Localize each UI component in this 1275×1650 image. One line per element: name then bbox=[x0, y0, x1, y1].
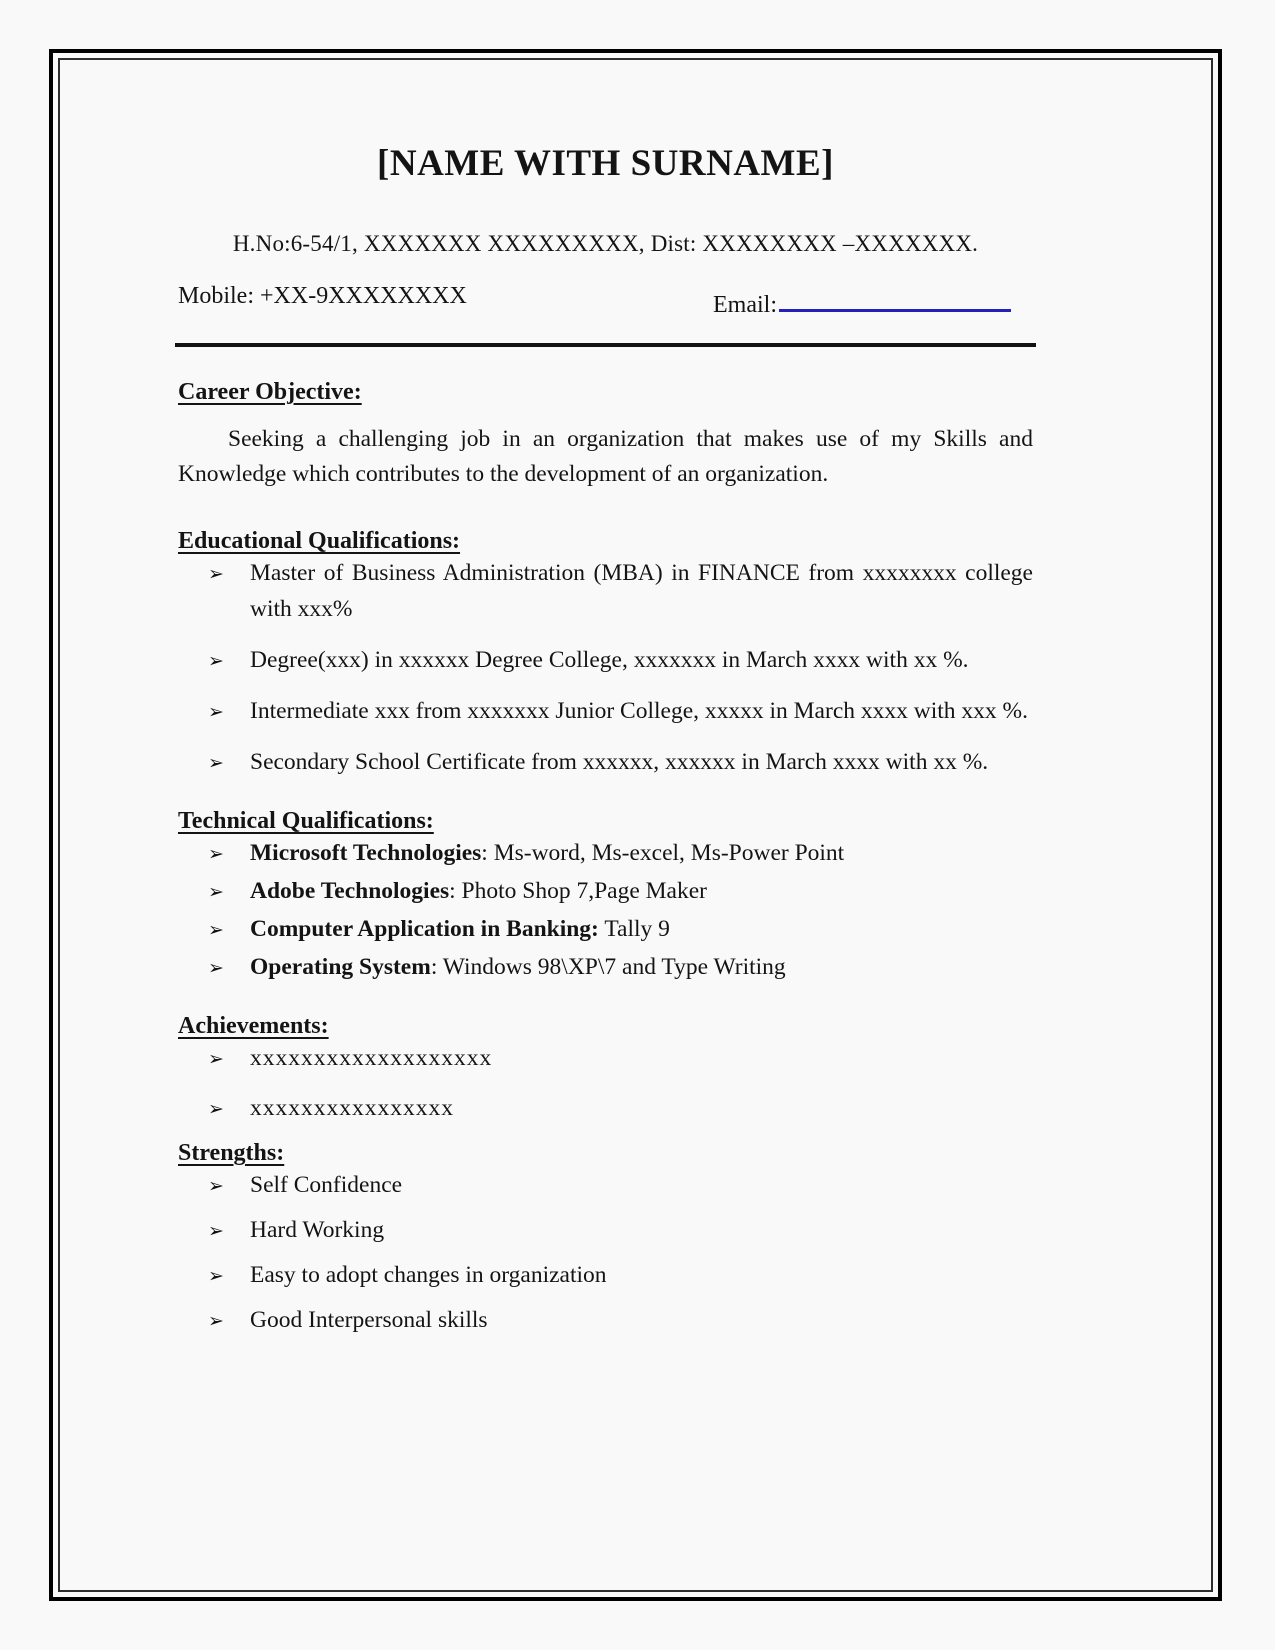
email-label: Email: bbox=[713, 292, 777, 318]
technical-item-label: Computer Application in Banking: bbox=[250, 916, 599, 942]
education-item-text: Intermediate xxx from xxxxxxx Junior College, xxxxx in March xxxx with xxx %. bbox=[250, 698, 1028, 724]
list-item bbox=[178, 1090, 1033, 1126]
arrow-bullet-icon: ➢ bbox=[208, 752, 224, 774]
education-item-text: Degree(xxx) in xxxxxx Degree College, xxxxxxx in March xxxx with xx %. bbox=[250, 647, 969, 673]
technical-item-text: : Windows 98\XP\7 and Type Writing bbox=[430, 954, 786, 980]
education-item-text: Secondary School Certificate from xxxxxx, xxxxxx in March xxxx with xx %. bbox=[250, 749, 989, 775]
arrow-bullet-icon: ➢ bbox=[208, 881, 224, 903]
arrow-bullet-icon: ➢ bbox=[208, 563, 224, 585]
arrow-bullet-icon: ➢ bbox=[208, 1098, 225, 1120]
list-item bbox=[178, 835, 1033, 871]
education-item-text: Master of Business Administration (MBA) in FINANCE from xxxxxxxx college with xxx% bbox=[250, 560, 1033, 622]
arrow-bullet-icon: ➢ bbox=[208, 1048, 225, 1070]
contact-row bbox=[178, 283, 1033, 319]
list-item bbox=[178, 555, 1033, 627]
list-item bbox=[178, 1040, 1033, 1076]
technical-item-text: : Ms-word, Ms-excel, Ms-Power Point bbox=[481, 840, 845, 866]
technical-item-label: Microsoft Technologies bbox=[250, 840, 482, 866]
document-content bbox=[178, 60, 1033, 1590]
arrow-bullet-icon: ➢ bbox=[208, 1220, 224, 1242]
page-border-inner bbox=[58, 58, 1213, 1592]
arrow-bullet-icon: ➢ bbox=[208, 957, 224, 979]
career-objective-heading: Career Objective: bbox=[178, 379, 362, 405]
arrow-bullet-icon: ➢ bbox=[208, 650, 224, 672]
arrow-bullet-icon: ➢ bbox=[208, 843, 224, 865]
email-blank-line bbox=[779, 283, 1011, 312]
list-item bbox=[178, 1167, 1033, 1203]
list-item bbox=[178, 873, 1033, 909]
list-item bbox=[178, 1302, 1033, 1338]
header-divider bbox=[175, 343, 1036, 347]
name-title: [NAME WITH SURNAME] bbox=[377, 143, 834, 184]
strength-item-text: Hard Working bbox=[250, 1217, 385, 1243]
email-group bbox=[713, 283, 1011, 319]
arrow-bullet-icon: ➢ bbox=[208, 1175, 224, 1197]
arrow-bullet-icon: ➢ bbox=[208, 1310, 224, 1332]
strengths-heading: Strengths: bbox=[178, 1140, 285, 1166]
list-item bbox=[178, 693, 1033, 729]
technical-heading: Technical Qualifications: bbox=[178, 808, 434, 834]
arrow-bullet-icon: ➢ bbox=[208, 919, 224, 941]
technical-item-text: : Photo Shop 7,Page Maker bbox=[449, 878, 707, 904]
list-item bbox=[178, 1257, 1033, 1293]
strength-item-text: Easy to adopt changes in organization bbox=[250, 1262, 607, 1288]
strengths-list bbox=[178, 1167, 1033, 1338]
list-item bbox=[178, 949, 1033, 985]
education-heading: Educational Qualifications: bbox=[178, 528, 461, 554]
list-item bbox=[178, 1212, 1033, 1248]
arrow-bullet-icon: ➢ bbox=[208, 1265, 224, 1287]
career-objective-text: Seeking a challenging job in an organization that makes use of my Skills and Knowledge which contributes to the development of an organization. bbox=[178, 426, 1033, 487]
achievement-item-text: xxxxxxxxxxxxxxxxxxx bbox=[250, 1045, 493, 1071]
page-border-outer bbox=[49, 49, 1222, 1601]
achievement-item-text: xxxxxxxxxxxxxxxx bbox=[250, 1095, 454, 1121]
strength-item-text: Self Confidence bbox=[250, 1172, 403, 1198]
list-item bbox=[178, 911, 1033, 947]
technical-item-text: Tally 9 bbox=[598, 916, 670, 942]
mobile-number: Mobile: +XX-9XXXXXXXX bbox=[178, 283, 467, 309]
achievements-list bbox=[178, 1040, 1033, 1126]
list-item bbox=[178, 744, 1033, 780]
arrow-bullet-icon: ➢ bbox=[208, 701, 224, 723]
technical-item-label: Adobe Technologies bbox=[250, 878, 450, 904]
list-item bbox=[178, 642, 1033, 678]
achievements-heading: Achievements: bbox=[178, 1013, 329, 1039]
strength-item-text: Good Interpersonal skills bbox=[250, 1307, 488, 1333]
technical-item-label: Operating System bbox=[250, 954, 431, 980]
technical-list bbox=[178, 835, 1033, 985]
education-list bbox=[178, 555, 1033, 780]
address-line: H.No:6-54/1, XXXXXXX XXXXXXXXX, Dist: XXXXXXXX –XXXXXXX. bbox=[232, 231, 979, 256]
